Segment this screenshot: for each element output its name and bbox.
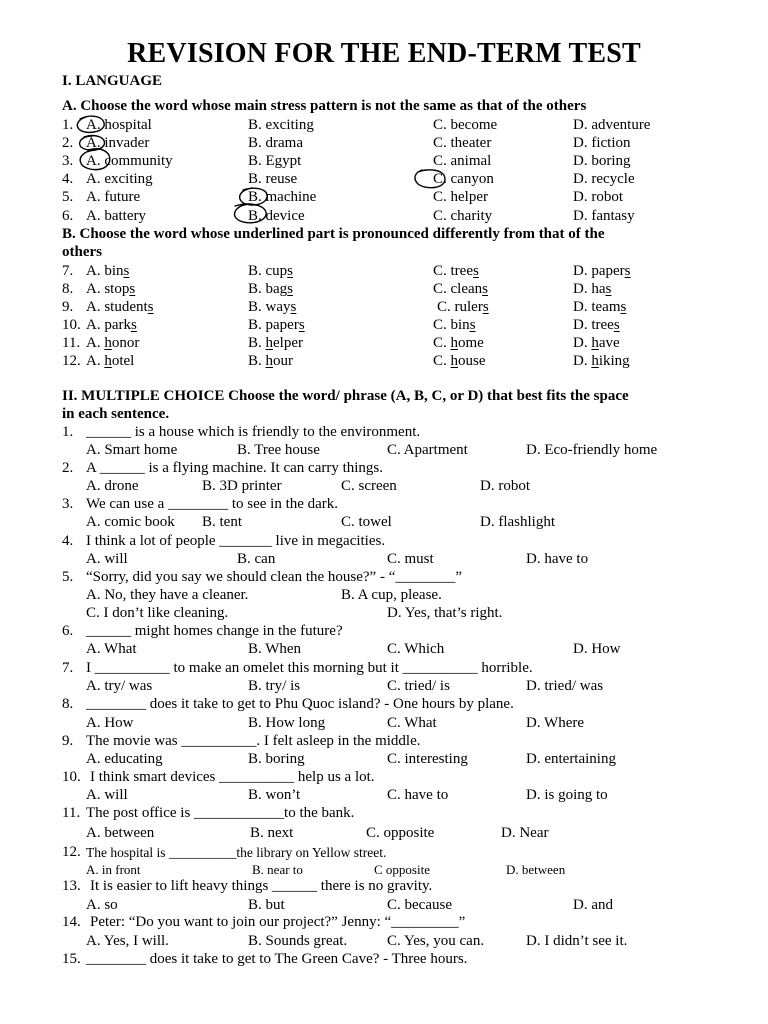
option-b: B. device: [248, 208, 305, 224]
underlined-part: s: [129, 281, 136, 297]
question-text: It is easier to lift heavy things ______ there is no gravity.: [90, 878, 433, 894]
option-c: C. become: [433, 117, 498, 133]
question-number: 9.: [62, 733, 74, 749]
underlined-part: s: [624, 263, 631, 279]
option-a: A. educating: [86, 751, 163, 767]
option-a: A. in front: [86, 862, 141, 877]
option-c: C. have to: [387, 787, 449, 803]
underlined-part: s: [298, 317, 305, 333]
underlined-part: h: [591, 353, 599, 369]
option-c: C. trees: [433, 263, 479, 279]
option-a: A. How: [86, 715, 134, 731]
question-number: 11.: [62, 805, 81, 821]
option-d: D. fiction: [573, 135, 631, 151]
question-number: 6.: [62, 623, 74, 639]
option-d: D. flashlight: [480, 514, 555, 530]
underlined-part: s: [131, 317, 137, 333]
option-d: D. Near: [501, 825, 549, 841]
question-number: 12.: [62, 353, 81, 369]
option-c: C. home: [433, 335, 484, 351]
option-b: B. papers: [248, 317, 305, 333]
question-number: 2.: [62, 460, 74, 476]
option-c: C. charity: [433, 208, 493, 224]
underlined-part: s: [287, 281, 294, 297]
option-a: A. community: [86, 153, 173, 169]
question-number: 5.: [62, 569, 74, 585]
option-c: C. towel: [341, 514, 392, 530]
section-a-instruction: A. Choose the word whose main stress pattern is not the same as that of the others: [62, 98, 587, 114]
option-c: C. tried/ is: [387, 678, 450, 694]
option-a: A. try/ was: [86, 678, 153, 694]
question-text: The hospital is __________the library on Yellow street.: [86, 845, 387, 860]
underlined-part: s: [613, 317, 620, 333]
option-d: D. I didn’t see it.: [526, 933, 628, 949]
section-heading-multiple-choice: II. MULTIPLE CHOICE Choose the word/ phrase (A, B, C, or D) that best fits the space: [62, 388, 629, 404]
question-number: 4.: [62, 533, 74, 549]
section-b-instruction: B. Choose the word whose underlined part is pronounced differently from that of the: [62, 226, 605, 242]
option-b: B. When: [248, 641, 302, 657]
option-b: B. exciting: [248, 117, 314, 133]
option-c: C. theater: [433, 135, 492, 151]
question-number: 7.: [62, 660, 74, 676]
underlined-part: s: [290, 299, 297, 315]
question-number: 4.: [62, 171, 74, 187]
question-text: ______ is a house which is friendly to the environment.: [86, 424, 421, 440]
option-b: B. helper: [248, 335, 303, 351]
option-a: A. honor: [86, 335, 140, 351]
underlined-part: h: [265, 353, 274, 369]
underlined-part: s: [472, 263, 479, 279]
option-c: C. cleans: [433, 281, 488, 297]
question-text: We can use a ________ to see in the dark.: [86, 496, 339, 512]
option-b: B. can: [237, 551, 276, 567]
option-a: A. future: [86, 189, 141, 205]
option-c: C. opposite: [366, 825, 435, 841]
underlined-part: h: [104, 353, 112, 369]
option-b: B. try/ is: [248, 678, 301, 694]
underlined-part: s: [482, 281, 488, 297]
question-number: 7.: [62, 263, 74, 279]
question-text: I __________ to make an omelet this morning but it __________ horrible.: [86, 660, 533, 676]
question-number: 1.: [62, 424, 74, 440]
option-b: B. tent: [202, 514, 242, 530]
option-c: C. What: [387, 715, 437, 731]
underlined-part: h: [104, 335, 112, 351]
option-b: B. Sounds great.: [248, 933, 348, 949]
option-a: A. will: [86, 551, 128, 567]
question-text: ________ does it take to get to The Green Cave? - Three hours.: [86, 951, 468, 967]
option-b: B. 3D printer: [202, 478, 282, 494]
option-a: A. between: [86, 825, 155, 841]
underlined-part: s: [620, 299, 627, 315]
option-b: B. won’t: [248, 787, 301, 803]
underlined-part: h: [450, 335, 459, 351]
option-d: D. adventure: [573, 117, 651, 133]
option-d: D. is going to: [526, 787, 608, 803]
option-d: D. recycle: [573, 171, 635, 187]
option-d: D. have to: [526, 551, 589, 567]
underlined-part: h: [265, 335, 274, 351]
question-number: 2.: [62, 135, 74, 151]
question-number: 9.: [62, 299, 74, 315]
option-c: C. must: [387, 551, 434, 567]
option-c: C. Which: [387, 641, 445, 657]
underlined-part: s: [469, 317, 476, 333]
underlined-part: h: [450, 353, 459, 369]
option-a: A. What: [86, 641, 137, 657]
question-number: 10.: [62, 769, 81, 785]
option-d: D. papers: [573, 263, 631, 279]
option-c: C. I don’t like cleaning.: [86, 605, 229, 621]
question-number: 6.: [62, 208, 74, 224]
option-b: B. ways: [248, 299, 297, 315]
option-c: C. screen: [341, 478, 397, 494]
option-b: B. Egypt: [248, 153, 302, 169]
option-c: C. canyon: [433, 171, 494, 187]
option-b: B. A cup, please.: [341, 587, 442, 603]
question-text: The post office is ____________to the bank.: [86, 805, 355, 821]
option-a: A. will: [86, 787, 128, 803]
page-title: REVISION FOR THE END-TERM TEST: [127, 38, 641, 69]
option-d: D. has: [573, 281, 612, 297]
option-b: B. but: [248, 897, 285, 913]
option-c: C. because: [387, 897, 452, 913]
option-d: D. have: [573, 335, 620, 351]
option-b: B. Tree house: [237, 442, 320, 458]
question-text: ________ does it take to get to Phu Quoc island? - One hours by plane.: [86, 696, 514, 712]
question-text: ______ might homes change in the future?: [86, 623, 343, 639]
option-c: C opposite: [374, 862, 430, 877]
question-text: “Sorry, did you say we should clean the house?” - “________”: [86, 569, 463, 585]
option-a: A. parks: [86, 317, 137, 333]
option-a: A. No, they have a cleaner.: [86, 587, 249, 603]
question-number: 1.: [62, 117, 74, 133]
question-number: 5.: [62, 189, 74, 205]
option-c: C. Yes, you can.: [387, 933, 485, 949]
question-text: The movie was __________. I felt asleep in the middle.: [86, 733, 421, 749]
option-d: D. tried/ was: [526, 678, 604, 694]
option-b: B. machine: [248, 189, 317, 205]
question-number: 14.: [62, 914, 81, 930]
underlined-part: s: [482, 299, 489, 315]
underlined-part: s: [147, 299, 154, 315]
option-a: A. invader: [86, 135, 150, 151]
option-d: D. between: [506, 862, 566, 877]
option-c: C. Apartment: [387, 442, 468, 458]
option-b: B. boring: [248, 751, 305, 767]
option-b: B. next: [250, 825, 294, 841]
option-d: D. robot: [480, 478, 530, 494]
option-c: C. interesting: [387, 751, 468, 767]
option-b: B. cups: [248, 263, 294, 279]
section-b-instruction-cont: others: [62, 244, 102, 260]
option-d: D. hiking: [573, 353, 630, 369]
question-number: 8.: [62, 696, 74, 712]
underlined-part: s: [123, 263, 130, 279]
question-text: Peter: “Do you want to join our project?” Jenny: “_________”: [90, 914, 466, 930]
option-a: A. students: [86, 299, 154, 315]
option-b: B. near to: [252, 862, 303, 877]
option-d: D. Yes, that’s right.: [387, 605, 503, 621]
option-a: A. so: [86, 897, 118, 913]
option-d: D. robot: [573, 189, 623, 205]
option-d: D. boring: [573, 153, 631, 169]
question-number: 13.: [62, 878, 81, 894]
option-c: C. animal: [433, 153, 492, 169]
option-a: A. hospital: [86, 117, 152, 133]
option-c: C. bins: [433, 317, 476, 333]
option-a: A. Smart home: [86, 442, 178, 458]
question-number: 12.: [62, 844, 81, 860]
option-d: D. Where: [526, 715, 585, 731]
option-b: B. How long: [248, 715, 326, 731]
option-b: B. bags: [248, 281, 294, 297]
question-text: A ______ is a flying machine. It can carry things.: [86, 460, 384, 476]
option-c: C. helper: [433, 189, 488, 205]
underlined-part: h: [591, 335, 599, 351]
option-c: C. rulers: [437, 299, 489, 315]
option-d: D. and: [573, 897, 613, 913]
option-a: A. exciting: [86, 171, 153, 187]
question-text: I think smart devices __________ help us a lot.: [90, 769, 375, 785]
section-heading-language: I. LANGUAGE: [62, 73, 163, 89]
option-c: C. house: [433, 353, 486, 369]
option-a: A. hotel: [86, 353, 135, 369]
underlined-part: s: [287, 263, 294, 279]
option-a: A. drone: [86, 478, 139, 494]
option-a: A. Yes, I will.: [86, 933, 169, 949]
question-number: 10.: [62, 317, 81, 333]
option-d: D. How: [573, 641, 621, 657]
question-number: 3.: [62, 153, 74, 169]
underlined-part: s: [605, 281, 612, 297]
option-d: D. teams: [573, 299, 627, 315]
option-a: A. stops: [86, 281, 136, 297]
option-d: D. Eco-friendly home: [526, 442, 658, 458]
question-text: I think a lot of people _______ live in megacities.: [86, 533, 386, 549]
question-number: 11.: [62, 335, 81, 351]
option-b: B. drama: [248, 135, 303, 151]
section-heading-multiple-choice-cont: in each sentence.: [62, 406, 170, 422]
question-number: 15.: [62, 951, 81, 967]
option-d: D. entertaining: [526, 751, 616, 767]
question-number: 8.: [62, 281, 74, 297]
option-a: A. battery: [86, 208, 146, 224]
option-b: B. reuse: [248, 171, 298, 187]
option-d: D. fantasy: [573, 208, 635, 224]
option-a: A. bins: [86, 263, 130, 279]
option-b: B. hour: [248, 353, 294, 369]
option-a: A. comic book: [86, 514, 175, 530]
question-number: 3.: [62, 496, 74, 512]
option-d: D. trees: [573, 317, 620, 333]
